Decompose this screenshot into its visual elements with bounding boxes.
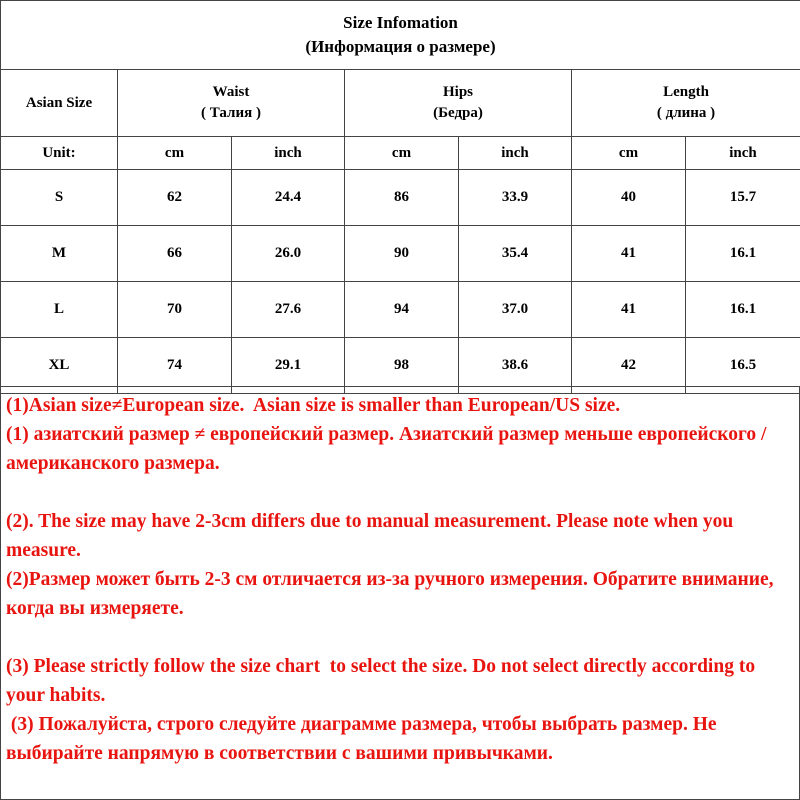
notes-panel [0, 386, 800, 800]
value-cell: 70 [118, 282, 232, 338]
value-cell: 38.6 [459, 338, 572, 394]
table-title-cell [1, 1, 800, 70]
value-cell: 16.5 [686, 338, 800, 394]
size-cell: XL [1, 338, 118, 394]
unit-cell: cm [572, 137, 686, 170]
value-cell: 62 [118, 170, 232, 226]
table-row-s [1, 170, 800, 226]
value-cell: 86 [345, 170, 459, 226]
unit-cell: inch [686, 137, 800, 170]
value-cell: 16.1 [686, 226, 800, 282]
value-cell: 94 [345, 282, 459, 338]
length-label: Length [663, 84, 709, 100]
unit-row [1, 137, 800, 170]
hips-label: Hips [442, 84, 473, 100]
table-row-m [1, 226, 800, 282]
size-table [0, 0, 800, 394]
header-row [1, 70, 800, 137]
unit-cell: cm [118, 137, 232, 170]
size-cell: M [1, 226, 118, 282]
note-spacer [6, 623, 795, 652]
length-header [572, 70, 800, 137]
unit-cell: inch [459, 137, 572, 170]
value-cell: 29.1 [232, 338, 345, 394]
value-cell: 40 [572, 170, 686, 226]
value-cell: 74 [118, 338, 232, 394]
hips-label-ru: (Бедра) [433, 105, 483, 121]
value-cell: 16.1 [686, 282, 800, 338]
note-2-en: (2). The size may have 2-3cm differs due to manual measurement. Please note when you measure. [6, 511, 739, 561]
note-spacer [6, 478, 795, 507]
value-cell: 37.0 [459, 282, 572, 338]
note-1-ru: (1) азиатский размер ≠ европейский размер. Азиатский размер меньше европейского / американского размера. [6, 424, 772, 474]
size-cell: L [1, 282, 118, 338]
value-cell: 98 [345, 338, 459, 394]
note-3-en: (3) Please strictly follow the size chart to select the size. Do not select directly according to your habits. [6, 656, 760, 706]
unit-label: Unit: [1, 137, 118, 170]
value-cell: 26.0 [232, 226, 345, 282]
value-cell: 41 [572, 226, 686, 282]
note-3-ru: (3) Пожалуйста, строго следуйте диаграмме размера, чтобы выбрать размер. Не выбирайте напрямую в соответствии с вашими привычками. [6, 714, 722, 764]
value-cell: 33.9 [459, 170, 572, 226]
waist-label-ru: ( Талия ) [201, 105, 261, 121]
value-cell: 41 [572, 282, 686, 338]
asian-size-header: Asian Size [1, 70, 118, 137]
note-2-ru: (2)Размер может быть 2-3 см отличается из-за ручного измерения. Обратите внимание, когда вы измеряете. [6, 569, 779, 619]
title-row [1, 1, 800, 70]
value-cell: 27.6 [232, 282, 345, 338]
note-1-en: (1)Asian size≠European size. Asian size is smaller than European/US size. [6, 395, 621, 416]
length-label-ru: ( длина ) [656, 105, 716, 121]
table-row-l [1, 282, 800, 338]
value-cell: 42 [572, 338, 686, 394]
table-subtitle: (Информация о размере) [305, 37, 496, 56]
unit-cell: cm [345, 137, 459, 170]
waist-label: Waist [212, 84, 250, 100]
value-cell: 90 [345, 226, 459, 282]
value-cell: 66 [118, 226, 232, 282]
unit-cell: inch [232, 137, 345, 170]
value-cell: 35.4 [459, 226, 572, 282]
size-cell: S [1, 170, 118, 226]
table-title: Size Infomation [343, 13, 458, 32]
value-cell: 15.7 [686, 170, 800, 226]
value-cell: 24.4 [232, 170, 345, 226]
waist-header [118, 70, 345, 137]
hips-header [345, 70, 572, 137]
